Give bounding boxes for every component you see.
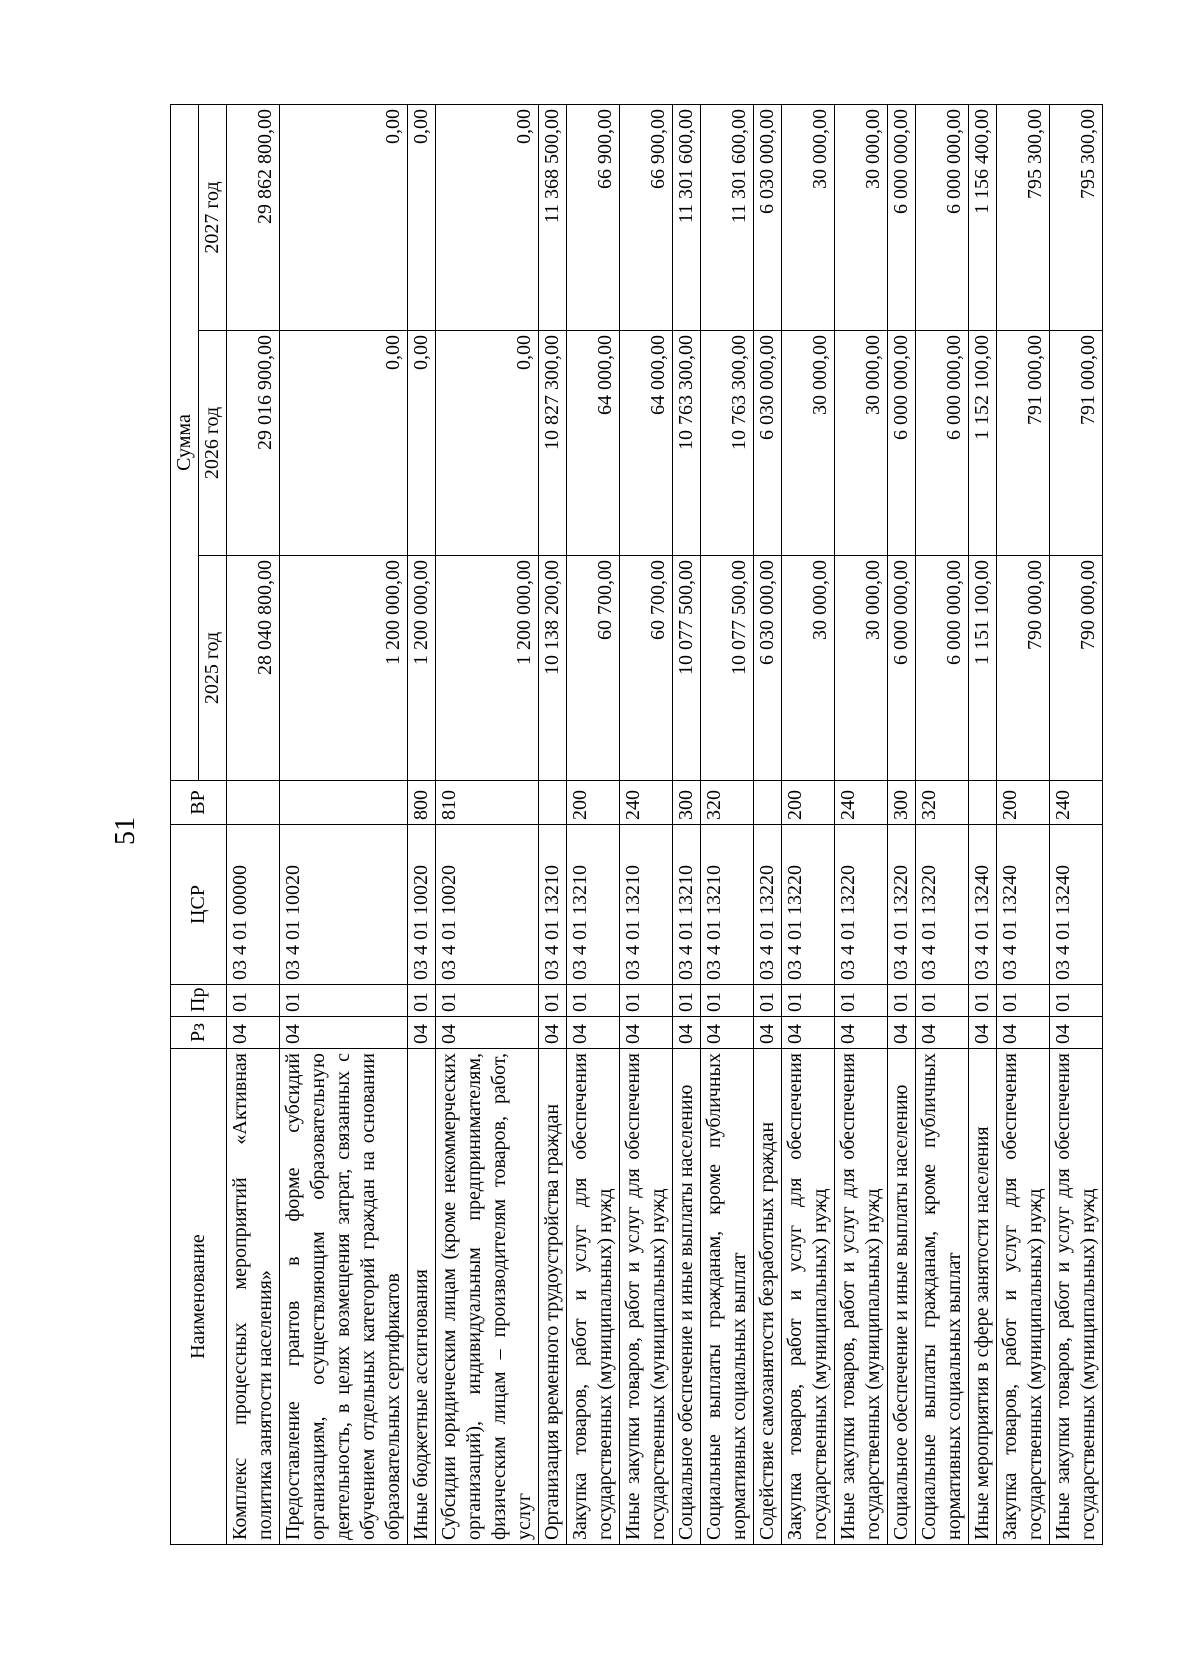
cell-pr: 01 [620,985,673,1017]
cell-pr: 01 [539,985,567,1017]
cell-csr: 03 4 01 10020 [436,825,539,985]
rotated-table-container [170,105,1099,1545]
cell-vr: 320 [916,781,969,825]
cell-csr: 03 4 01 13240 [969,825,997,985]
cell-csr: 03 4 01 13210 [673,825,701,985]
cell-vr: 200 [997,781,1050,825]
cell-sum-2025: 790 000,00 [997,556,1050,781]
table-row [997,104,1050,1544]
cell-vr: 240 [835,781,888,825]
cell-csr: 03 4 01 13220 [782,825,835,985]
cell-sum-2026: 10 763 300,00 [673,331,701,556]
cell-name: Закупка товаров, работ и услуг для обеспечения государственных (муниципальных) нужд [997,1049,1050,1545]
cell-sum-2027: 30 000,00 [782,104,835,330]
cell-vr: 240 [1050,781,1103,825]
cell-pr: 01 [701,985,754,1017]
table-body [227,104,1103,1544]
cell-name: Иные закупки товаров, работ и услуг для обеспечения государственных (муниципальных) нужд [620,1049,673,1545]
budget-table [170,104,1103,1545]
cell-name: Субсидии юридическим лицам (кроме некоммерческих организаций), индивидуальным предпринимателям, физическим лицам – производителям товаров, работ, услуг [436,1049,539,1545]
cell-csr: 03 4 01 13210 [620,825,673,985]
cell-sum-2026: 791 000,00 [997,331,1050,556]
cell-csr: 03 4 01 13220 [835,825,888,985]
cell-sum-2026: 6 030 000,00 [754,331,782,556]
cell-rz: 04 [701,1017,754,1049]
cell-sum-2026: 10 827 300,00 [539,331,567,556]
cell-sum-2025: 60 700,00 [620,556,673,781]
cell-sum-2026: 6 000 000,00 [888,331,916,556]
cell-name: Иные закупки товаров, работ и услуг для обеспечения государственных (муниципальных) нужд [1050,1049,1103,1545]
cell-name: Закупка товаров, работ и услуг для обеспечения государственных (муниципальных) нужд [567,1049,620,1545]
cell-rz: 04 [673,1017,701,1049]
cell-name: Иные мероприятия в сфере занятости населения [969,1049,997,1545]
cell-vr: 800 [408,781,436,825]
cell-name: Содействие самозанятости безработных граждан [754,1049,782,1545]
cell-sum-2027: 1 156 400,00 [969,104,997,330]
cell-name: Организация временного трудоустройства граждан [539,1049,567,1545]
cell-name: Социальное обеспечение и иные выплаты населению [673,1049,701,1545]
cell-vr: 200 [782,781,835,825]
cell-rz: 04 [408,1017,436,1049]
cell-csr: 03 4 01 13220 [754,825,782,985]
cell-pr: 01 [835,985,888,1017]
cell-sum-2027: 6 000 000,00 [916,104,969,330]
cell-sum-2026: 10 763 300,00 [701,331,754,556]
cell-rz: 04 [620,1017,673,1049]
cell-sum-2026: 30 000,00 [835,331,888,556]
cell-csr: 03 4 01 13210 [567,825,620,985]
cell-vr: 320 [701,781,754,825]
cell-sum-2025: 1 200 000,00 [280,556,408,781]
cell-sum-2026: 64 000,00 [620,331,673,556]
cell-sum-2027: 30 000,00 [835,104,888,330]
cell-sum-2026: 0,00 [436,331,539,556]
cell-sum-2025: 28 040 800,00 [227,556,280,781]
cell-csr: 03 4 01 13210 [539,825,567,985]
cell-name: Социальные выплаты гражданам, кроме публичных нормативных социальных выплат [916,1049,969,1545]
cell-vr [754,781,782,825]
cell-sum-2025: 10 138 200,00 [539,556,567,781]
cell-rz: 04 [997,1017,1050,1049]
cell-name: Иные закупки товаров, работ и услуг для обеспечения государственных (муниципальных) нужд [835,1049,888,1545]
table-row [701,104,754,1544]
table-header [171,104,227,1544]
cell-sum-2025: 30 000,00 [782,556,835,781]
cell-rz: 04 [280,1017,408,1049]
table-row [754,104,782,1544]
cell-sum-2025: 10 077 500,00 [673,556,701,781]
cell-csr: 03 4 01 00000 [227,825,280,985]
cell-rz: 04 [782,1017,835,1049]
cell-sum-2027: 6 030 000,00 [754,104,782,330]
cell-csr: 03 4 01 10020 [408,825,436,985]
cell-csr: 03 4 01 10020 [280,825,408,985]
cell-pr: 01 [567,985,620,1017]
cell-vr [227,781,280,825]
header-year-2025: 2025 год [199,556,227,781]
cell-sum-2026: 30 000,00 [782,331,835,556]
cell-sum-2027: 795 300,00 [1050,104,1103,330]
cell-rz: 04 [539,1017,567,1049]
cell-sum-2027: 6 000 000,00 [888,104,916,330]
table-row [567,104,620,1544]
cell-sum-2027: 795 300,00 [997,104,1050,330]
cell-sum-2026: 1 152 100,00 [969,331,997,556]
cell-pr: 01 [1050,985,1103,1017]
table-row [620,104,673,1544]
cell-csr: 03 4 01 13240 [1050,825,1103,985]
table-row [408,104,436,1544]
cell-vr: 810 [436,781,539,825]
cell-sum-2026: 0,00 [280,331,408,556]
cell-name: Иные бюджетные ассигнования [408,1049,436,1545]
header-year-2026: 2026 год [199,331,227,556]
cell-sum-2025: 10 077 500,00 [701,556,754,781]
cell-vr: 300 [673,781,701,825]
table-row [916,104,969,1544]
cell-name: Комплекс процессных мероприятий «Активная политика занятости населения» [227,1049,280,1545]
cell-sum-2025: 790 000,00 [1050,556,1103,781]
cell-csr: 03 4 01 13220 [888,825,916,985]
cell-pr: 01 [436,985,539,1017]
cell-vr: 200 [567,781,620,825]
cell-rz: 04 [888,1017,916,1049]
header-csr: ЦСР [171,825,227,985]
cell-sum-2027: 11 301 600,00 [701,104,754,330]
cell-rz: 04 [916,1017,969,1049]
cell-pr: 01 [916,985,969,1017]
table-row [1050,104,1103,1544]
cell-pr: 01 [280,985,408,1017]
table-row [835,104,888,1544]
cell-pr: 01 [969,985,997,1017]
table-row [280,104,408,1544]
cell-vr [280,781,408,825]
cell-vr: 240 [620,781,673,825]
cell-sum-2025: 6 030 000,00 [754,556,782,781]
table-row [436,104,539,1544]
cell-sum-2025: 1 151 100,00 [969,556,997,781]
cell-sum-2026: 0,00 [408,331,436,556]
cell-sum-2026: 29 016 900,00 [227,331,280,556]
cell-sum-2026: 791 000,00 [1050,331,1103,556]
table-row [227,104,280,1544]
table-row [888,104,916,1544]
header-pr: Пр [171,985,227,1017]
table-row [673,104,701,1544]
cell-csr: 03 4 01 13210 [701,825,754,985]
cell-pr: 01 [227,985,280,1017]
table-row [539,104,567,1544]
page-number: 51 [110,817,141,845]
cell-pr: 01 [408,985,436,1017]
cell-pr: 01 [888,985,916,1017]
table-row [969,104,997,1544]
cell-rz: 04 [227,1017,280,1049]
cell-name: Социальные выплаты гражданам, кроме публичных нормативных социальных выплат [701,1049,754,1545]
cell-rz: 04 [567,1017,620,1049]
cell-sum-2027: 11 368 500,00 [539,104,567,330]
cell-sum-2026: 64 000,00 [567,331,620,556]
cell-sum-2027: 66 900,00 [567,104,620,330]
cell-sum-2027: 0,00 [408,104,436,330]
cell-name: Социальное обеспечение и иные выплаты населению [888,1049,916,1545]
cell-sum-2025: 1 200 000,00 [436,556,539,781]
table-row [782,104,835,1544]
cell-rz: 04 [969,1017,997,1049]
cell-sum-2027: 0,00 [280,104,408,330]
cell-pr: 01 [754,985,782,1017]
cell-rz: 04 [754,1017,782,1049]
cell-sum-2027: 66 900,00 [620,104,673,330]
cell-sum-2026: 6 000 000,00 [916,331,969,556]
cell-sum-2025: 6 000 000,00 [916,556,969,781]
header-vr: ВР [171,781,227,825]
cell-sum-2025: 60 700,00 [567,556,620,781]
cell-csr: 03 4 01 13240 [997,825,1050,985]
cell-pr: 01 [997,985,1050,1017]
cell-sum-2025: 1 200 000,00 [408,556,436,781]
cell-sum-2025: 30 000,00 [835,556,888,781]
cell-pr: 01 [673,985,701,1017]
cell-rz: 04 [835,1017,888,1049]
cell-sum-2025: 6 000 000,00 [888,556,916,781]
cell-sum-2027: 29 862 800,00 [227,104,280,330]
header-sum: Сумма [171,104,199,780]
cell-vr [539,781,567,825]
cell-sum-2027: 11 301 600,00 [673,104,701,330]
header-year-2027: 2027 год [199,104,227,330]
cell-csr: 03 4 01 13220 [916,825,969,985]
cell-pr: 01 [782,985,835,1017]
cell-name: Закупка товаров, работ и услуг для обеспечения государственных (муниципальных) нужд [782,1049,835,1545]
cell-name: Предоставление грантов в форме субсидий организациям, осуществляющим образовательную деятельность, в целях возмещения затрат, связанных с обучением отдельных категорий граждан на основании образовательных сертификатов [280,1049,408,1545]
cell-sum-2027: 0,00 [436,104,539,330]
header-name: Наименование [171,1049,227,1545]
cell-rz: 04 [1050,1017,1103,1049]
header-rz: Рз [171,1017,227,1049]
cell-vr [969,781,997,825]
cell-vr: 300 [888,781,916,825]
cell-rz: 04 [436,1017,539,1049]
